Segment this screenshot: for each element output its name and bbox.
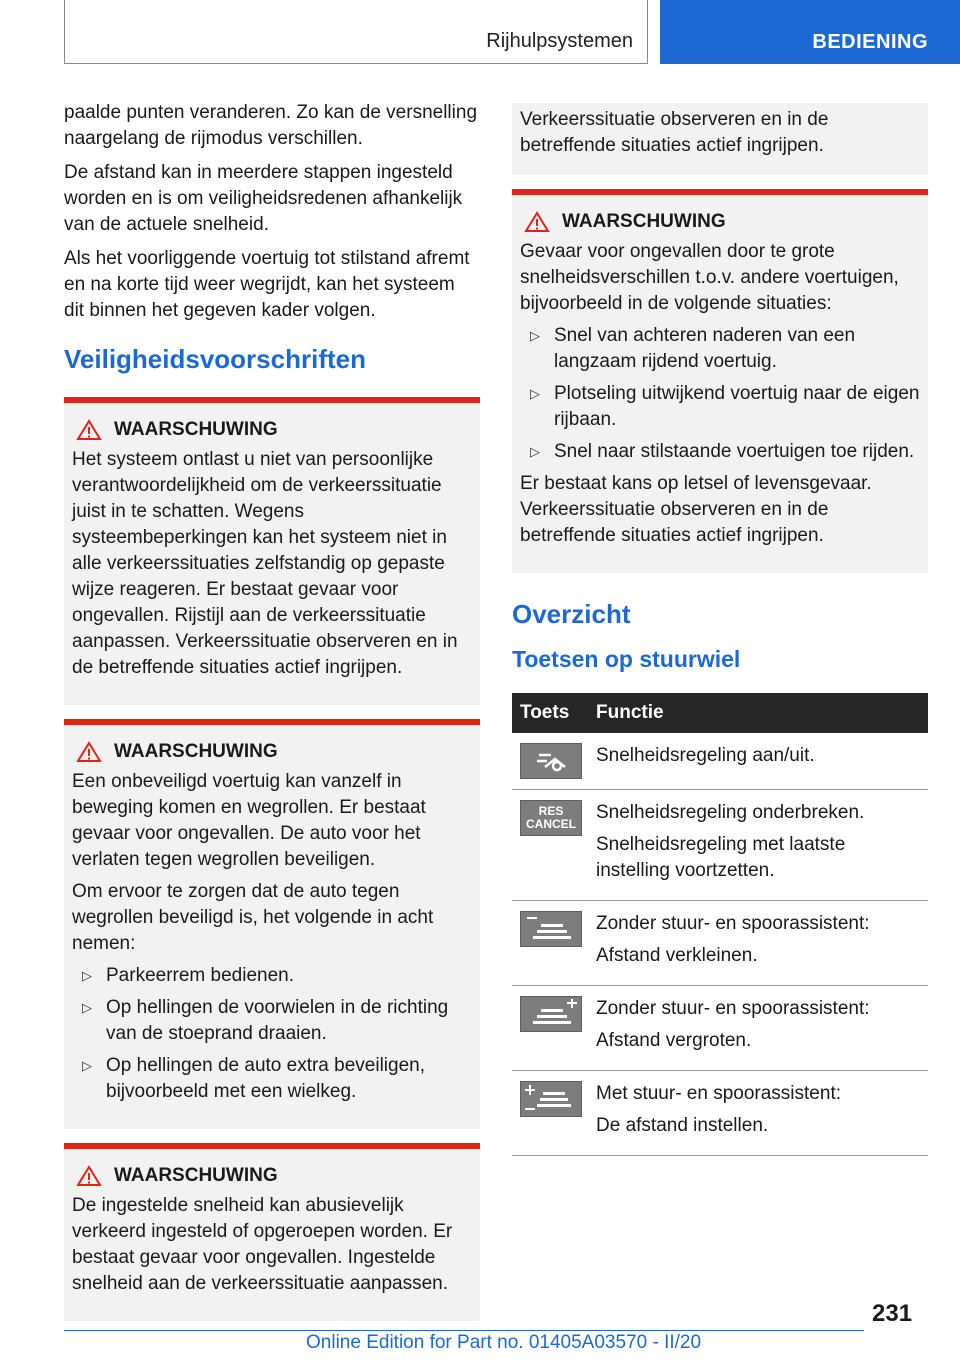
section-heading-safety: Veiligheidsvoorschriften [64,344,366,374]
warning-text: Het systeem ontlast u niet van persoonlijke verantwoordelijkheid om de verkeerssituatie juist in te schatten. Wegens systeembeperkingen kan het systeem niet in alle verkeerssituaties zelfstandig op gepaste wijze reageren. Er bestaat gevaar voor ongevallen. Rijstijl aan de verkeerssituatie aanpassen. Verkeerssituatie observeren en in de betreffende situaties actief ingrijpen. [72,449,458,678]
warning-box [512,189,928,573]
speed-control-icon [520,743,582,779]
bullet-triangle-icon: ▷ [530,444,540,459]
warning-bullet-list [520,323,920,465]
table-row [512,733,928,790]
warning-box [64,1143,480,1321]
warning-title-text: WAARSCHUWING [114,741,278,762]
function-text: Snelheidsregeling met laatste instelling voortzetten. [596,834,846,881]
distance-decrease-icon [520,911,582,947]
function-text: Afstand verkleinen. [596,945,758,966]
intro-paragraph: De afstand kan in meerdere stappen ingesteld worden en is om veiligheidsredenen afhankelijk van de actuele snelheid. [64,162,463,235]
list-item: ▷ Snel van achteren naderen van een langzaam rijdend voertuig. [530,325,856,372]
footer-divider [64,1330,864,1331]
table-row [512,790,928,901]
table-header-row [512,693,928,733]
distance-set-icon [520,1081,582,1117]
bullet-triangle-icon: ▷ [82,968,92,983]
warning-title-text: WAARSCHUWING [114,419,278,440]
bullet-triangle-icon: ▷ [530,328,540,343]
function-text: Afstand vergroten. [596,1030,752,1051]
warning-title [72,419,472,441]
section-heading-overview: Overzicht [512,599,631,629]
warning-title [72,741,472,763]
warning-triangle-icon [76,1165,102,1187]
right-column [512,103,928,1156]
list-item: ▷ Parkeerrem bedienen. [72,963,472,989]
warning-text: Een onbeveiligd voertuig kan vanzelf in beweging komen en wegrollen. Er bestaat gevaar voor ongevallen. De auto voor het verlaten tegen wegrollen beveiligen. [72,771,426,870]
warning-triangle-icon [76,419,102,441]
bullet-triangle-icon: ▷ [82,1058,92,1073]
warning-title [72,1165,472,1187]
list-item: ▷ Plotseling uitwijkend voertuig naar de eigen rijbaan. [530,383,920,430]
function-text: Zonder stuur- en spoorassistent: [596,998,870,1019]
list-item: ▷ Op hellingen de voorwielen in de richting van de stoeprand draaien. [82,997,449,1044]
warning-box [64,397,480,705]
warning-triangle-icon [76,741,102,763]
header-chapter-title: BEDIENING [812,31,928,53]
warning-title-text: WAARSCHUWING [562,211,726,232]
column-header-function: Functie [588,693,928,733]
list-item: ▷ Op hellingen de auto extra beveiligen, bijvoorbeeld met een wielkeg. [82,1055,426,1102]
subheading-steering-keys: Toetsen op stuurwiel [512,646,741,672]
function-text: Met stuur- en spoorassistent: [596,1083,841,1104]
keys-table [512,693,928,1156]
warning-box [64,719,480,1129]
warning-triangle-icon [524,211,550,233]
table-row [512,901,928,986]
table-row [512,1071,928,1156]
intro-paragraph: paalde punten veranderen. Zo kan de versnelling naargelang de rijmodus verschillen. [64,102,478,149]
distance-increase-icon [520,996,582,1032]
list-item: ▷ Snel naar stilstaande voertuigen toe rijden. [520,439,920,465]
warning-text: Verkeerssituatie observeren en in de betreffende situaties actief ingrijpen. [520,109,829,156]
header-chapter-tab[interactable] [660,0,960,64]
warning-title [520,211,920,233]
page-number: 231 [872,1300,913,1327]
header-section-box [64,0,648,64]
function-text: Zonder stuur- en spoorassistent: [596,913,870,934]
warning-title-text: WAARSCHUWING [114,1165,278,1186]
table-row [512,986,928,1071]
header-section-title: Rijhulpsystemen [486,30,633,52]
bullet-triangle-icon: ▷ [82,1000,92,1015]
warning-text: Om ervoor te zorgen dat de auto tegen wegrollen beveiligd is, het volgende in acht nemen: [72,881,434,954]
function-text: Snelheidsregeling aan/uit. [596,745,815,766]
left-column [64,100,480,1335]
column-header-key: Toets [512,693,588,733]
bullet-triangle-icon: ▷ [530,386,540,401]
footer-edition: Online Edition for Part no. 01405A03570 - II/20 [306,1332,702,1353]
warning-text: Gevaar voor ongevallen door te grote snelheidsverschillen t.o.v. andere voertuigen, bijvoorbeeld in de volgende situaties: [520,241,899,314]
warning-text: De ingestelde snelheid kan abusievelijk verkeerd ingesteld of opgeroepen worden. Er bestaat gevaar voor ongevallen. Ingestelde snelheid aan de verkeerssituatie aanpassen. [72,1195,453,1294]
function-text: De afstand instellen. [596,1115,769,1136]
warning-bullet-list [72,963,472,1105]
intro-paragraph: Als het voorliggende voertuig tot stilstand afremt en na korte tijd weer wegrijdt, kan het systeem dit binnen het gegeven kader volgen. [64,248,470,321]
res-cancel-icon: RES CANCEL [520,800,582,836]
warning-text: Er bestaat kans op letsel of levensgevaar. Verkeerssituatie observeren en in de betreffende situaties actief ingrijpen. [520,473,872,546]
warning-continuation [512,103,928,175]
function-text: Snelheidsregeling onderbreken. [596,802,865,823]
